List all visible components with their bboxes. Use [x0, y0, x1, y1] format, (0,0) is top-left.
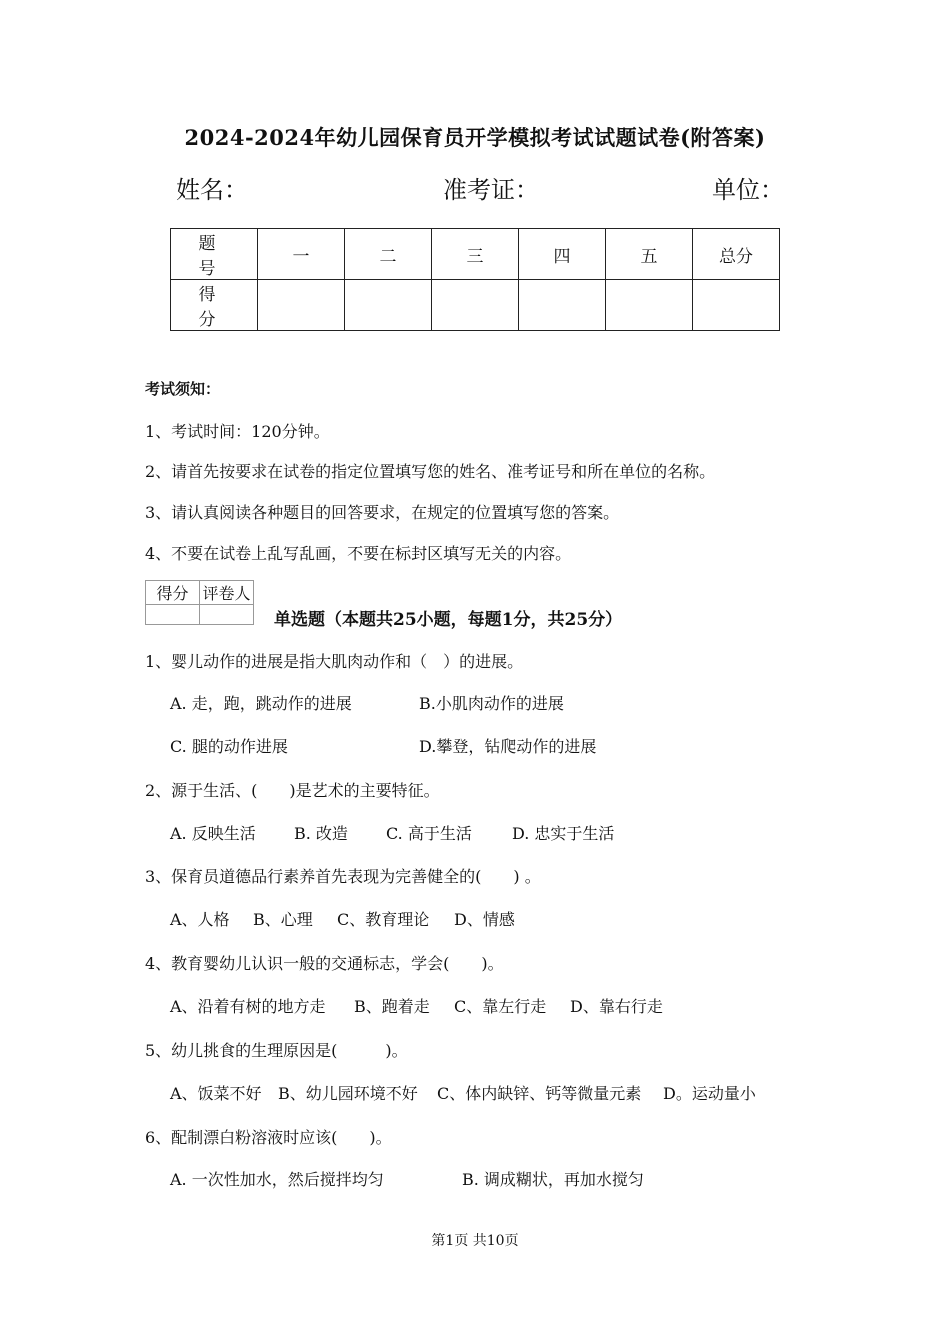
column-header: 五 — [606, 229, 693, 280]
grader-box — [145, 580, 254, 625]
question-stem: 5、幼儿挑食的生理原因是( )。 — [145, 1041, 408, 1060]
score-table-header-row — [171, 229, 780, 280]
option: A、人格 — [170, 910, 230, 929]
score-table — [170, 228, 780, 331]
option: A、沿着有树的地方走 — [170, 997, 326, 1016]
option: D、靠右行走 — [570, 997, 663, 1016]
question-stem: 3、保育员道德品行素养首先表现为完善健全的( ) 。 — [145, 867, 541, 886]
option: D、情感 — [454, 910, 515, 929]
score-cell[interactable] — [345, 280, 432, 331]
exam-number-label: 准考证： — [443, 176, 539, 204]
option: A、饭菜不好 — [170, 1084, 262, 1103]
column-header: 四 — [519, 229, 606, 280]
notice-item: 2、请首先按要求在试卷的指定位置填写您的姓名、准考证号和所在单位的名称。 — [145, 462, 716, 481]
option: C. 腿的动作进展 — [170, 737, 288, 756]
question-number-label: 题 号 — [171, 229, 258, 280]
grader-score-cell[interactable] — [146, 605, 200, 625]
section-title: 单选题（本题共25小题，每题1分，共25分） — [274, 610, 623, 630]
column-header: 总分 — [693, 229, 780, 280]
notice-heading: 考试须知： — [145, 380, 221, 398]
option: A. 走，跑，跳动作的进展 — [170, 694, 352, 713]
notice-item: 3、请认真阅读各种题目的回答要求，在规定的位置填写您的答案。 — [145, 503, 620, 522]
score-table-score-row — [171, 280, 780, 331]
name-label: 姓名： — [176, 176, 248, 204]
question-stem: 6、配制漂白粉溶液时应该( )。 — [145, 1128, 392, 1147]
option: B. 改造 — [294, 824, 348, 843]
option: D。运动量小 — [663, 1084, 756, 1103]
score-cell[interactable] — [606, 280, 693, 331]
grader-score-label: 得分 — [146, 581, 200, 605]
option: B、幼儿园环境不好 — [278, 1084, 418, 1103]
option: C、靠左行走 — [454, 997, 547, 1016]
question-stem: 2、源于生活、( )是艺术的主要特征。 — [145, 781, 440, 800]
option: A. 一次性加水，然后搅拌均匀 — [170, 1170, 384, 1189]
exam-title: 2024-2024年幼儿园保育员开学模拟考试试题试卷(附答案) — [184, 125, 766, 150]
option: C. 高于生活 — [386, 824, 472, 843]
score-cell[interactable] — [693, 280, 780, 331]
notice-item: 4、不要在试卷上乱写乱画，不要在标封区填写无关的内容。 — [145, 544, 572, 563]
option: A. 反映生活 — [170, 824, 256, 843]
option: B.小肌肉动作的进展 — [419, 694, 564, 713]
notice-item: 1、考试时间：120分钟。 — [145, 422, 330, 441]
option: C、教育理论 — [337, 910, 430, 929]
column-header: 三 — [432, 229, 519, 280]
grader-name-label: 评卷人 — [200, 581, 254, 605]
grader-name-cell[interactable] — [200, 605, 254, 625]
score-cell[interactable] — [432, 280, 519, 331]
page-footer: 第1页 共10页 — [431, 1233, 519, 1249]
option: B、跑着走 — [354, 997, 430, 1016]
question-stem: 4、教育婴幼儿认识一般的交通标志，学会( )。 — [145, 954, 504, 973]
column-header: 二 — [345, 229, 432, 280]
column-header: 一 — [258, 229, 345, 280]
question-stem: 1、婴儿动作的进展是指大肌肉动作和（ ）的进展。 — [145, 652, 524, 671]
option: D.攀登，钻爬动作的进展 — [419, 737, 597, 756]
unit-label: 单位： — [712, 176, 784, 204]
option: C、体内缺锌、钙等微量元素 — [437, 1084, 642, 1103]
score-label: 得 分 — [171, 280, 258, 331]
score-cell[interactable] — [519, 280, 606, 331]
option: B. 调成糊状，再加水搅匀 — [462, 1170, 644, 1189]
option: D. 忠实于生活 — [512, 824, 615, 843]
option: B、心理 — [253, 910, 313, 929]
score-cell[interactable] — [258, 280, 345, 331]
